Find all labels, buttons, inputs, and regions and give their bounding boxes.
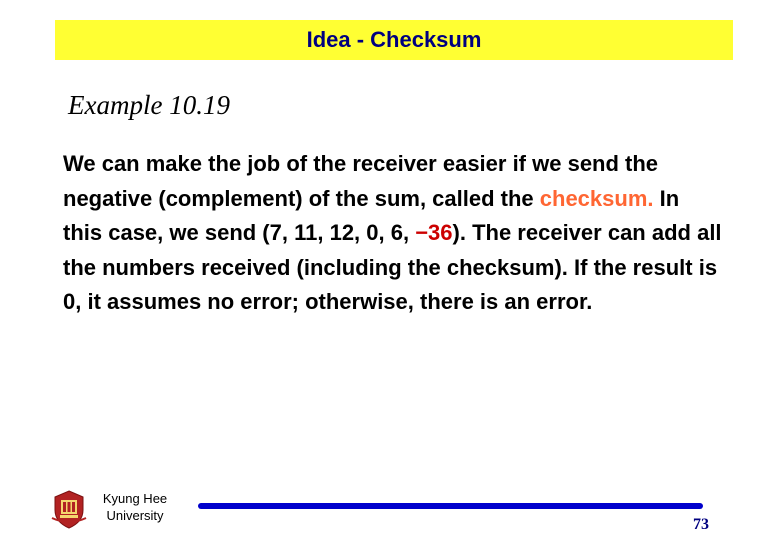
example-heading: Example 10.19 <box>68 90 230 120</box>
body-text-part-2: In this case, we send (7, 11, 12, 0, 6, <box>63 185 680 245</box>
slide-title-bar <box>55 20 733 60</box>
body-text-part-1: We can make the job of the receiver easier if we send the negative (complement) of the sum, called the <box>63 151 659 211</box>
checksum-highlight: checksum. <box>539 185 654 211</box>
body-paragraph <box>63 147 723 320</box>
university-name-line-1: Kyung Hee <box>102 491 168 506</box>
body-text-part-3: ). The receiver can add all the numbers received (including the checksum). If the result is 0, it assumes no error; otherwise, there is an error. <box>63 220 722 314</box>
negative-sum-highlight: −36 <box>415 220 453 245</box>
university-name-line-2: University <box>106 508 164 523</box>
kyung-hee-emblem-icon <box>48 488 90 530</box>
page-number: 73 <box>693 516 709 533</box>
slide-title: Idea - Checksum <box>306 27 482 52</box>
footer-divider <box>198 503 703 509</box>
university-name <box>96 490 174 524</box>
